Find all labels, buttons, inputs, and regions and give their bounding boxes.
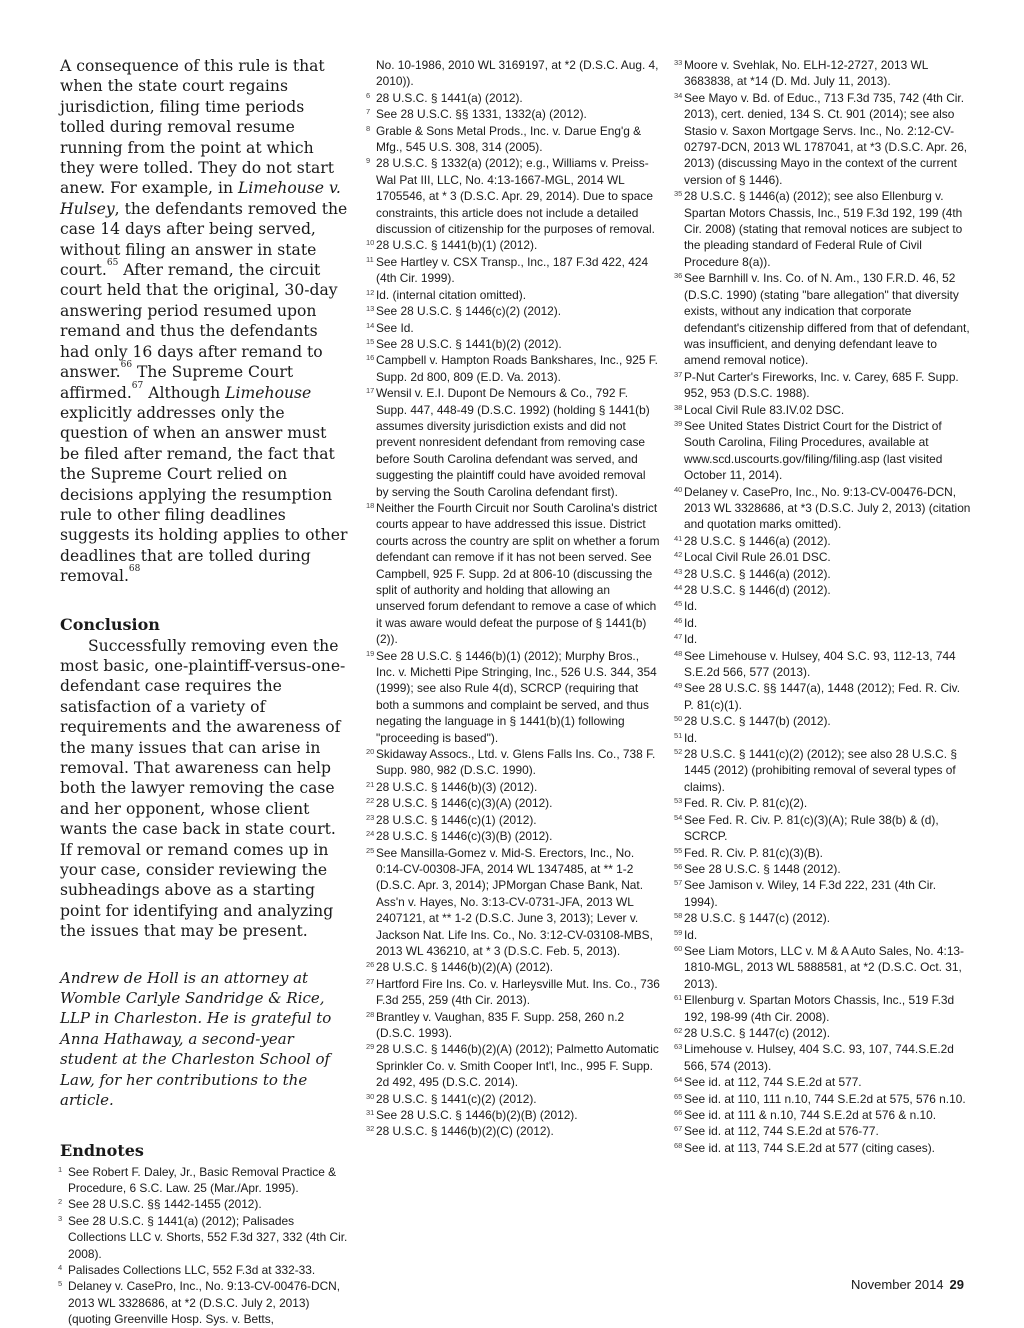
endnote-text: 28 U.S.C. § 1446(c)(1) (2012). — [376, 812, 537, 827]
endnote-text: Ellenburg v. Spartan Motors Chassis, Inc., 519 F.3d 192, 198-99 (4th Cir. 2008). — [684, 993, 955, 1024]
endnote — [676, 1123, 971, 1139]
endnote-number: 60 — [674, 943, 683, 953]
endnote — [676, 1074, 971, 1090]
body-text-segment: A consequence of this rule is that when the state court regains jurisdiction, filing time periods tolled during removal resume running from the point at which they were tolled. They do not start anew. For example, in — [60, 57, 334, 198]
endnote-number: 21 — [366, 779, 375, 789]
endnote — [368, 385, 660, 500]
endnote — [368, 254, 660, 287]
endnote — [676, 746, 971, 795]
endnote-text: Fed. R. Civ. P. 81(c)(3)(B). — [684, 845, 823, 860]
endnote-number: 53 — [674, 796, 683, 806]
endnote-number: 61 — [674, 993, 683, 1003]
endnote-number: 32 — [366, 1124, 375, 1134]
endnote — [676, 270, 971, 368]
endnote-text: 28 U.S.C. § 1332(a) (2012); e.g., Williams v. Preiss-Wal Pat III, LLC, No. 4:13-1667-MGL, 2014 WL 1705546, at * 3 (D.S.C. Apr. 29, 2014). Due to space constraints, this article does not include a detailed discussion of citizenship for the purposes of removal. — [376, 156, 655, 237]
endnote — [676, 713, 971, 729]
endnote-text: 28 U.S.C. § 1446(a) (2012); see also Ellenburg v. Spartan Motors Chassis, Inc., 519 F.3d 192, 199 (4th Cir. 2008) (stating that removal notices are subject to the pleading standard of Federal Rule of Civil Procedure 8(a)). — [684, 189, 963, 269]
endnote — [676, 730, 971, 746]
endnote-number: 7 — [366, 107, 371, 117]
endnote — [676, 418, 971, 484]
endnote-text: Delaney v. CasePro, Inc., No. 9:13-CV-00476-DCN, 2013 WL 3328686, at *3 (D.S.C. July 2, 2013) (citation and quotation marks omitted). — [684, 484, 971, 532]
endnote-number: 5 — [58, 1279, 63, 1289]
endnote-number: 28 — [366, 1009, 375, 1019]
endnote — [368, 746, 660, 779]
endnote — [368, 303, 660, 319]
endnote-number: 20 — [366, 747, 375, 757]
endnote-number: 1 — [58, 1164, 63, 1174]
issue-date: November 2014 — [851, 1277, 944, 1292]
endnote-number: 18 — [366, 500, 375, 510]
endnote-text: Palisades Collections LLC, 552 F.3d at 332-33. — [68, 1262, 316, 1277]
endnote-number: 15 — [366, 336, 375, 346]
endnote-text: See id. at 111 & n.10, 744 S.E.2d at 576 & n.10. — [684, 1108, 937, 1122]
endnote-text: See 28 U.S.C. § 1441(a) (2012); Palisades Collections LLC v. Shorts, 552 F.3d 327, 332 (4th Cir. 2008). — [68, 1213, 348, 1261]
endnote-text: 28 U.S.C. § 1447(b) (2012). — [684, 714, 831, 729]
endnote — [676, 598, 971, 614]
endnote — [368, 828, 660, 844]
endnote — [368, 155, 660, 237]
endnote-text: See 28 U.S.C. § 1446(c)(2) (2012). — [376, 304, 562, 319]
endnote — [676, 582, 971, 598]
endnote — [676, 812, 971, 845]
endnote-number: 62 — [674, 1025, 683, 1035]
endnote-text: See id. at 112, 744 S.E.2d at 576-77. — [684, 1124, 879, 1139]
endnote — [676, 484, 971, 533]
right-column — [676, 57, 971, 1156]
endnote — [368, 1009, 660, 1042]
endnote-number: 29 — [366, 1042, 375, 1052]
page-number: 29 — [949, 1277, 964, 1292]
endnote — [676, 402, 971, 418]
endnote — [368, 1091, 660, 1107]
body-text-segment: explicitly addresses only the question of when an answer must be filed after remand, the fact that the Supreme Court relied on decisions applying the resumption rule to other filing deadlines suggests its holding applies to other deadlines that are tolled during removal. — [60, 403, 348, 586]
endnote-number: 44 — [674, 583, 683, 592]
endnotes-list — [676, 57, 971, 1156]
endnotes-list — [60, 1164, 350, 1328]
endnote — [676, 861, 971, 877]
endnote-text: See 28 U.S.C. § 1446(b)(1) (2012); Murphy Bros., Inc. v. Michetti Pipe Stringing, Inc., 526 U.S. 344, 354 (1999); see also Rule 4(d), SCRCP (requiring that both a summons and complaint be served, and thus negating the language in § 1441(b)(1) following "proceeding is based"). — [376, 648, 657, 745]
endnote — [368, 106, 660, 122]
endnote-number: 43 — [674, 566, 683, 576]
endnote-number: 9 — [366, 156, 371, 166]
footnote-ref[interactable]: 66 — [120, 360, 133, 371]
endnote — [676, 631, 971, 647]
endnote — [60, 1262, 350, 1278]
endnote — [676, 90, 971, 188]
endnote — [368, 1123, 660, 1139]
endnote-text: See Robert F. Daley, Jr., Basic Removal Practice & Procedure, 6 S.C. Law. 25 (Mar./Apr. 1995). — [68, 1164, 337, 1195]
endnote — [368, 1041, 660, 1090]
endnote-text: 28 U.S.C. § 1441(a) (2012). — [376, 90, 523, 105]
endnote — [368, 500, 660, 648]
endnote-text: 28 U.S.C. § 1446(a) (2012). — [684, 533, 831, 548]
endnote-number: 39 — [674, 418, 683, 428]
endnote-text: 28 U.S.C. § 1446(b)(2)(A) (2012); Palmetto Automatic Sprinkler Co. v. Smith Cooper Int'l, Inc., 995 F. Supp. 2d 492, 495 (D.S.C. 2014). — [376, 1042, 659, 1090]
endnote-number: 68 — [674, 1140, 683, 1150]
body-text-segment: After remand, the circuit court held that the original, 30-day answering period resumed upon remand and thus the defendants had only 16 days after remand to answer. — [60, 261, 338, 382]
endnote — [676, 910, 971, 926]
endnote-text: See 28 U.S.C. §§ 1442-1455 (2012). — [68, 1197, 262, 1212]
endnote-text: See Limehouse v. Hulsey, 404 S.C. 93, 112-13, 744 S.E.2d 566, 577 (2013). — [684, 648, 956, 680]
endnote-number: 67 — [674, 1124, 683, 1134]
endnotes-list — [368, 57, 660, 90]
endnote-number: 63 — [674, 1042, 683, 1052]
endnote-continuation — [368, 57, 660, 90]
endnote-number: 22 — [366, 796, 375, 806]
endnote — [368, 845, 660, 960]
endnote-text: Moore v. Svehlak, No. ELH-12-2727, 2013 WL 3683838, at *14 (D. Md. July 11, 2013). — [684, 58, 928, 89]
endnote-text: 28 U.S.C. § 1446(b)(3) (2012). — [376, 779, 538, 794]
endnote — [60, 1278, 350, 1327]
body-text-segment: The Supreme Court affirmed. — [60, 363, 294, 402]
endnote — [676, 1041, 971, 1074]
endnote — [676, 566, 971, 582]
endnote-number: 52 — [674, 747, 683, 757]
endnote-text: Id. — [684, 730, 698, 745]
endnote — [676, 927, 971, 943]
endnote — [676, 549, 971, 565]
endnote — [368, 795, 660, 811]
endnote-number: 8 — [366, 123, 371, 133]
endnote-number: 31 — [366, 1108, 375, 1117]
body-paragraph — [60, 56, 350, 587]
endnote-number: 33 — [674, 58, 683, 67]
endnote — [676, 1107, 971, 1123]
page-footer — [851, 1277, 964, 1292]
endnote — [368, 1107, 660, 1123]
endnote-number: 14 — [366, 320, 375, 330]
endnote-number: 13 — [366, 304, 375, 314]
endnote-text: See Id. — [376, 320, 414, 335]
endnote-number: 10 — [366, 238, 375, 248]
endnote-number: 58 — [674, 911, 683, 921]
endnote — [368, 287, 660, 303]
endnote-number: 42 — [674, 550, 683, 560]
endnote-text: Id. (internal citation omitted). — [376, 287, 527, 302]
endnote-text: Delaney v. CasePro, Inc., No. 9:13-CV-00476-DCN, 2013 WL 3328686, at *2 (D.S.C. July 2, 2013) (quoting Greenville Hosp. Sys. v. Betts, — [68, 1279, 341, 1327]
endnote-text: See Mayo v. Bd. of Educ., 713 F.3d 735, 742 (4th Cir. 2013), cert. denied, 134 S. Ct. 901 (2014); see also Stasio v. Saxon Mortgage Servs. Inc., No. 2:12-CV-02797-DCN, 2013 WL 1787041, at *3 (D.S.C. Apr. 26, 2013) (discussing Mayo in the context of the current version of § 1446). — [684, 90, 968, 187]
endnote-text: P-Nut Carter's Fireworks, Inc. v. Carey, 685 F. Supp. 952, 953 (D.S.C. 1988). — [684, 369, 959, 401]
endnote-text: Local Civil Rule 26.01 DSC. — [684, 550, 831, 565]
endnote-text: See id. at 110, 111 n.10, 744 S.E.2d at 575, 576 n.10. — [684, 1091, 966, 1106]
endnote — [676, 1140, 971, 1156]
endnote — [368, 352, 660, 385]
endnote — [368, 779, 660, 795]
endnote-number: 41 — [674, 533, 683, 543]
endnote-text: See 28 U.S.C. § 1441(b)(2) (2012). — [376, 336, 562, 351]
endnote-text: See id. at 113, 744 S.E.2d at 577 (citing cases). — [684, 1140, 935, 1155]
endnote-text: 28 U.S.C. § 1446(a) (2012). — [684, 566, 831, 581]
endnote-number: 54 — [674, 812, 683, 822]
endnote-number: 49 — [674, 681, 683, 691]
endnote — [676, 1091, 971, 1107]
endnote-text: See Mansilla-Gomez v. Mid-S. Erectors, Inc., No. 0:14-CV-00308-JFA, 2014 WL 1347485, at ** 1-2 (D.S.C. Apr. 3, 2014); JPMorgan Chase Bank, Nat. Ass'n v. Hayes, No. 3:13-CV-0731-JFA, 2013 WL 2407121, at ** 1-2 (D.S.C. June 3, 2013); Lever v. Jackson Nat. Life Ins. Co., No. 3:12-CV-03108-MBS, 2013 WL 436210, at * 3 (D.S.C. Feb. 5, 2013). — [376, 845, 653, 958]
endnote-text: Id. — [684, 599, 698, 614]
endnote-number: 12 — [366, 287, 375, 297]
endnote — [368, 90, 660, 106]
endnote-text: Local Civil Rule 83.IV.02 DSC. — [684, 402, 845, 417]
middle-column — [368, 57, 660, 1140]
endnote-number: 40 — [674, 484, 683, 494]
endnote — [368, 812, 660, 828]
endnote — [676, 1025, 971, 1041]
endnote — [368, 336, 660, 352]
endnote-text: See 28 U.S.C. § 1448 (2012). — [684, 861, 841, 876]
endnote — [368, 959, 660, 975]
endnote-text: 28 U.S.C. § 1441(b)(1) (2012). — [376, 238, 538, 253]
endnote-text: Limehouse v. Hulsey, 404 S.C. 93, 107, 744.S.E.2d 566, 574 (2013). — [684, 1042, 954, 1073]
endnote — [676, 648, 971, 681]
endnote-number: 17 — [366, 386, 375, 396]
endnote — [60, 1213, 350, 1262]
endnote-number: 35 — [674, 189, 683, 199]
conclusion-heading: Conclusion — [60, 614, 160, 634]
endnote — [676, 369, 971, 402]
endnote-number: 66 — [674, 1108, 683, 1117]
endnote-number: 26 — [366, 960, 375, 970]
endnote-number: 45 — [674, 599, 683, 609]
endnote — [676, 57, 971, 90]
endnote — [60, 1164, 350, 1197]
endnote — [368, 976, 660, 1009]
endnote-number: 11 — [366, 254, 374, 264]
endnote-number: 57 — [674, 878, 683, 888]
endnote-text: 28 U.S.C. § 1441(c)(2) (2012); see also 28 U.S.C. § 1445 (2012) (prohibiting removal of several types of claims). — [684, 747, 957, 794]
left-column — [60, 56, 350, 1328]
endnote-number: 2 — [58, 1197, 63, 1207]
endnote — [676, 533, 971, 549]
endnote-number: 24 — [366, 829, 375, 839]
case-name: Limehouse — [225, 383, 312, 402]
endnote-number: 37 — [674, 369, 683, 379]
endnote-number: 6 — [366, 90, 371, 100]
case-name: Limehouse v. Hulsey — [60, 179, 341, 218]
endnote — [368, 237, 660, 253]
endnote-text: Grable & Sons Metal Prods., Inc. v. Darue Eng'g & Mfg., 545 U.S. 308, 314 (2005). — [376, 123, 642, 155]
endnote — [676, 680, 971, 713]
endnotes-heading: Endnotes — [60, 1140, 144, 1160]
endnote-number: 25 — [366, 845, 375, 855]
endnote-text: See id. at 112, 744 S.E.2d at 577. — [684, 1075, 862, 1090]
endnote-text: 28 U.S.C. § 1447(c) (2012). — [684, 1025, 831, 1040]
endnote — [676, 992, 971, 1025]
endnote — [676, 877, 971, 910]
endnote-text: 28 U.S.C. § 1446(c)(3)(B) (2012). — [376, 829, 553, 844]
endnote-text: 28 U.S.C. § 1446(b)(2)(A) (2012). — [376, 960, 554, 975]
endnote-text: See Hartley v. CSX Transp., Inc., 187 F.3d 422, 424 (4th Cir. 1999). — [376, 254, 649, 286]
endnote-number: 30 — [366, 1091, 375, 1101]
endnote-text: 28 U.S.C. § 1446(d) (2012). — [684, 583, 831, 597]
endnote-text: Skidaway Assocs., Ltd. v. Glens Falls Ins. Co., 738 F. Supp. 980, 982 (D.S.C. 1990). — [376, 747, 656, 778]
endnote-text: Campbell v. Hampton Roads Bankshares, Inc., 925 F. Supp. 2d 800, 809 (E.D. Va. 2013). — [376, 353, 658, 384]
endnote-text: 28 U.S.C. § 1447(c) (2012). — [684, 911, 831, 926]
endnote — [676, 845, 971, 861]
endnote — [676, 188, 971, 270]
endnote — [368, 123, 660, 156]
endnote — [676, 795, 971, 811]
endnote-text: See Fed. R. Civ. P. 81(c)(3)(A); Rule 38(b) & (d), SCRCP. — [684, 812, 939, 844]
endnotes-list — [368, 90, 660, 1140]
endnote-number: 34 — [674, 90, 683, 100]
endnote-text: See 28 U.S.C. §§ 1447(a), 1448 (2012); Fed. R. Civ. P. 81(c)(1). — [684, 681, 961, 712]
footnote-ref[interactable]: 68 — [128, 564, 141, 575]
endnote — [368, 648, 660, 746]
endnote-number: 38 — [674, 402, 683, 412]
endnote-text: Id. — [684, 927, 698, 942]
endnote-number: 64 — [674, 1075, 683, 1085]
endnote-number: 36 — [674, 271, 683, 281]
endnote-number: 46 — [674, 615, 683, 625]
endnote-number: 47 — [674, 632, 683, 642]
endnote-number: 50 — [674, 714, 683, 724]
endnote-number: 4 — [58, 1262, 63, 1272]
body-text-segment: Although — [143, 383, 226, 402]
endnote-text: Id. — [684, 632, 698, 647]
endnote-number: 19 — [366, 648, 375, 658]
author-bio: Andrew de Holl is an attorney at Womble Carlyle Sandridge & Rice, LLP in Charleston. He is grateful to Anna Hathaway, a second-year student at the Charleston School of Law, for her contributions to the article. — [60, 968, 332, 1110]
endnote-text: See Jamison v. Wiley, 14 F.3d 222, 231 (4th Cir. 1994). — [684, 878, 937, 909]
endnote-text: No. 10-1986, 2010 WL 3169197, at *2 (D.S.C. Aug. 4, 2010)). — [376, 58, 659, 89]
endnote-text: Hartford Fire Ins. Co. v. Harleysville Mut. Ins. Co., 736 F.3d 255, 259 (4th Cir. 2013). — [376, 976, 660, 1008]
endnote-text: 28 U.S.C. § 1446(c)(3)(A) (2012). — [376, 796, 553, 811]
endnote-text: Neither the Fourth Circuit nor South Carolina's district courts appear to have addressed this issue. District courts across the country are split on whether a forum defendant can remove if it has not been served. See Campbell, 925 F. Supp. 2d at 806-10 (discussing the split of authority and holding that allowing an unserved forum defendant to remove a case of which it was aware would defeat the purpose of § 1441(b)(2)). — [376, 500, 660, 647]
endnote-number: 55 — [674, 845, 683, 855]
endnote — [676, 943, 971, 992]
body-text-segment: , the defendants removed the case 14 days after being served, without filing an answer in state court. — [60, 199, 348, 280]
endnote-number: 23 — [366, 812, 375, 822]
endnote-text: See Liam Motors, LLC v. M & A Auto Sales, No. 4:13-1810-MGL, 2013 WL 5888581, at *2 (D.S.C. Oct. 31, 2013). — [684, 943, 965, 991]
endnote-text: See 28 U.S.C. § 1446(b)(2)(B) (2012). — [376, 1108, 578, 1122]
endnote — [368, 320, 660, 336]
endnote-number: 27 — [366, 976, 375, 986]
endnote-text: See Barnhill v. Ins. Co. of N. Am., 130 F.R.D. 46, 52 (D.S.C. 1990) (stating "bare allegation" that diversity exists, without any indication that corporate defendant's citizenship differed from that of defendant, was insufficient, and denying defendant leave to amend removal notice). — [684, 271, 970, 368]
endnote-text: See United States District Court for the District of South Carolina, Filing Procedures, available at www.scd.uscourts.gov/filing/filing.asp (last visited October 11, 2014). — [684, 418, 943, 483]
endnote-number: 56 — [674, 861, 683, 871]
endnote-text: Id. — [684, 615, 698, 630]
endnote-number: 59 — [674, 927, 683, 937]
conclusion-paragraph: Successfully removing even the most basic, one-plaintiff-versus-one-defendant case requires the satisfaction of a variety of requirements and the awareness of the many issues that can arise in removal. That awareness can help both the lawyer removing the case and her opponent, whose client wants the case back in state court. If removal or remand comes up in your case, consider reviewing the subheadings above as a starting point for identifying and analyzing the issues that may be present. — [60, 636, 346, 941]
footnote-ref[interactable]: 67 — [131, 380, 144, 391]
endnote-number: 3 — [58, 1213, 63, 1223]
endnote-text: 28 U.S.C. § 1446(b)(2)(C) (2012). — [376, 1124, 554, 1139]
endnote-text: Fed. R. Civ. P. 81(c)(2). — [684, 796, 808, 811]
endnote-number: 65 — [674, 1091, 683, 1101]
endnote — [676, 615, 971, 631]
endnote-text: Brantley v. Vaughan, 835 F. Supp. 258, 260 n.2 (D.S.C. 1993). — [376, 1009, 625, 1040]
endnote — [60, 1196, 350, 1212]
endnote-number: 48 — [674, 648, 683, 658]
endnote-text: Wensil v. E.I. Dupont De Nemours & Co., 792 F. Supp. 447, 448-49 (D.S.C. 1992) (holding § 1441(b) assumes diversity jurisdiction exists and did not prevent nonresident defendant from removing case before South Carolina defendant was served, and suggesting the plaintiff could have avoided removal by serving the South Carolina defendant first). — [376, 386, 650, 499]
footnote-ref[interactable]: 65 — [106, 258, 119, 269]
endnote-text: 28 U.S.C. § 1441(c)(2) (2012). — [376, 1091, 537, 1106]
endnote-text: See 28 U.S.C. §§ 1331, 1332(a) (2012). — [376, 107, 587, 122]
endnote-number: 51 — [674, 730, 683, 740]
endnote-number: 16 — [366, 353, 375, 363]
